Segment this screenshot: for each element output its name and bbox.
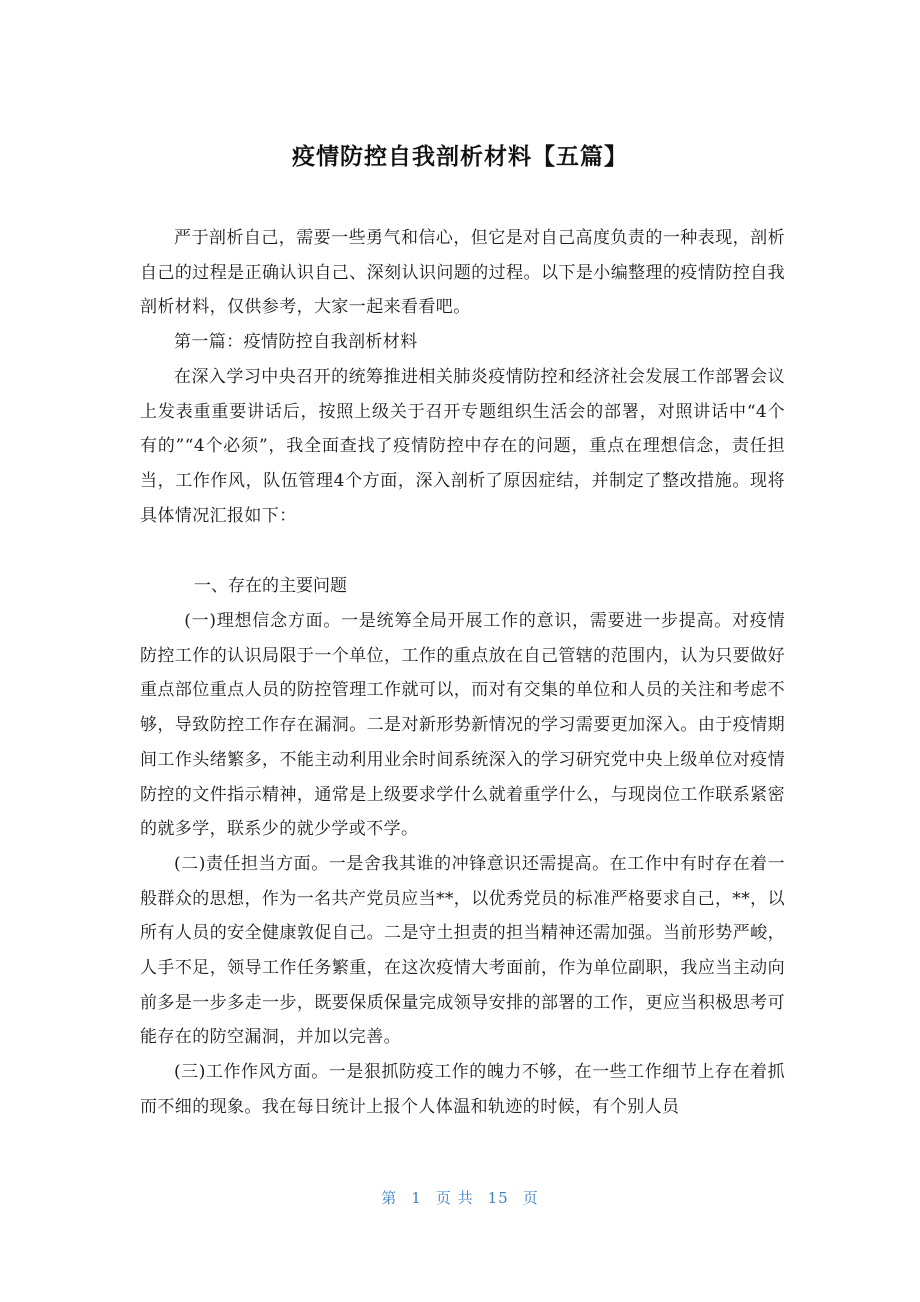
footer-current-page: 1 xyxy=(411,1189,422,1207)
section-heading: 一、存在的主要问题 xyxy=(194,576,347,597)
page-footer xyxy=(0,1186,920,1210)
footer-prefix: 第 xyxy=(381,1189,398,1207)
footer-middle: 页 共 xyxy=(435,1189,474,1207)
item-ideals: (一)理想信念方面。一是统筹全局开展工作的意识，需要进一步提高。对疫情防控工作的认识局限于一个单位，工作的重点放在自己管辖的范围内，认为只要做好重点部位重点人员的防控管理工作就可以，而对有交集的单位和人员的关注和考虑不够，导致防控工作存在漏洞。二是对新形势新情况的学习需要更加深入。由于疫情期间工作头绪繁多，不能主动利用业余时间系统深入的学习研究党中央上级单位对疫情防控的文件指示精神，通常是上级要求学什么就着重学什么，与现岗位工作联系紧密的就多学，联系少的就少学或不学。 xyxy=(140,611,785,840)
item-responsibility: (二)责任担当方面。一是舍我其谁的冲锋意识还需提高。在工作中有时存在着一般群众的思想，作为一名共产党员应当**，以优秀党员的标准严格要求自己，**，以所有人员的安全健康敦促自己。二是守土担责的担当精神还需加强。当前形势严峻，人手不足，领导工作任务繁重，在这次疫情大考面前，作为单位副职，我应当主动向前多是一步多走一步，既要保质保量完成领导安排的部署的工作，更应当积极思考可能存在的防空漏洞，并加以完善。 xyxy=(140,853,785,1048)
footer-total-pages: 15 xyxy=(487,1189,509,1207)
paragraph-gap xyxy=(140,533,785,569)
intro-paragraph: 严于剖析自己，需要一些勇气和信心，但它是对自己高度负责的一种表现，剖析自己的过程是正确认识自己、深刻认识问题的过程。以下是小编整理的疫情防控自我剖析材料，仅供参考，大家一起来看看吧。 xyxy=(140,228,785,318)
document-body xyxy=(140,221,785,1125)
paragraph-1: 在深入学习中央召开的统筹推进相关肺炎疫情防控和经济社会发展工作部署会议上发表重重要讲话后，按照上级关于召开专题组织生活会的部署，对照讲话中“4个有的”“4个必须”，我全面查找了疫情防控中存在的问题，重点在理想信念，责任担当，工作作风，队伍管理4个方面，深入剖析了原因症结，并制定了整改措施。现将具体情况汇报如下： xyxy=(140,366,785,526)
item-work-style: (三)工作作风方面。一是狠抓防疫工作的魄力不够，在一些工作细节上存在着抓而不细的现象。我在每日统计上报个人体温和轨迹的时候，有个别人员 xyxy=(140,1062,785,1117)
document-title: 疫情防控自我剖析材料【五篇】 xyxy=(292,144,628,170)
part-title: 第一篇：疫情防控自我剖析材料 xyxy=(174,332,418,353)
footer-suffix: 页 xyxy=(522,1189,539,1207)
